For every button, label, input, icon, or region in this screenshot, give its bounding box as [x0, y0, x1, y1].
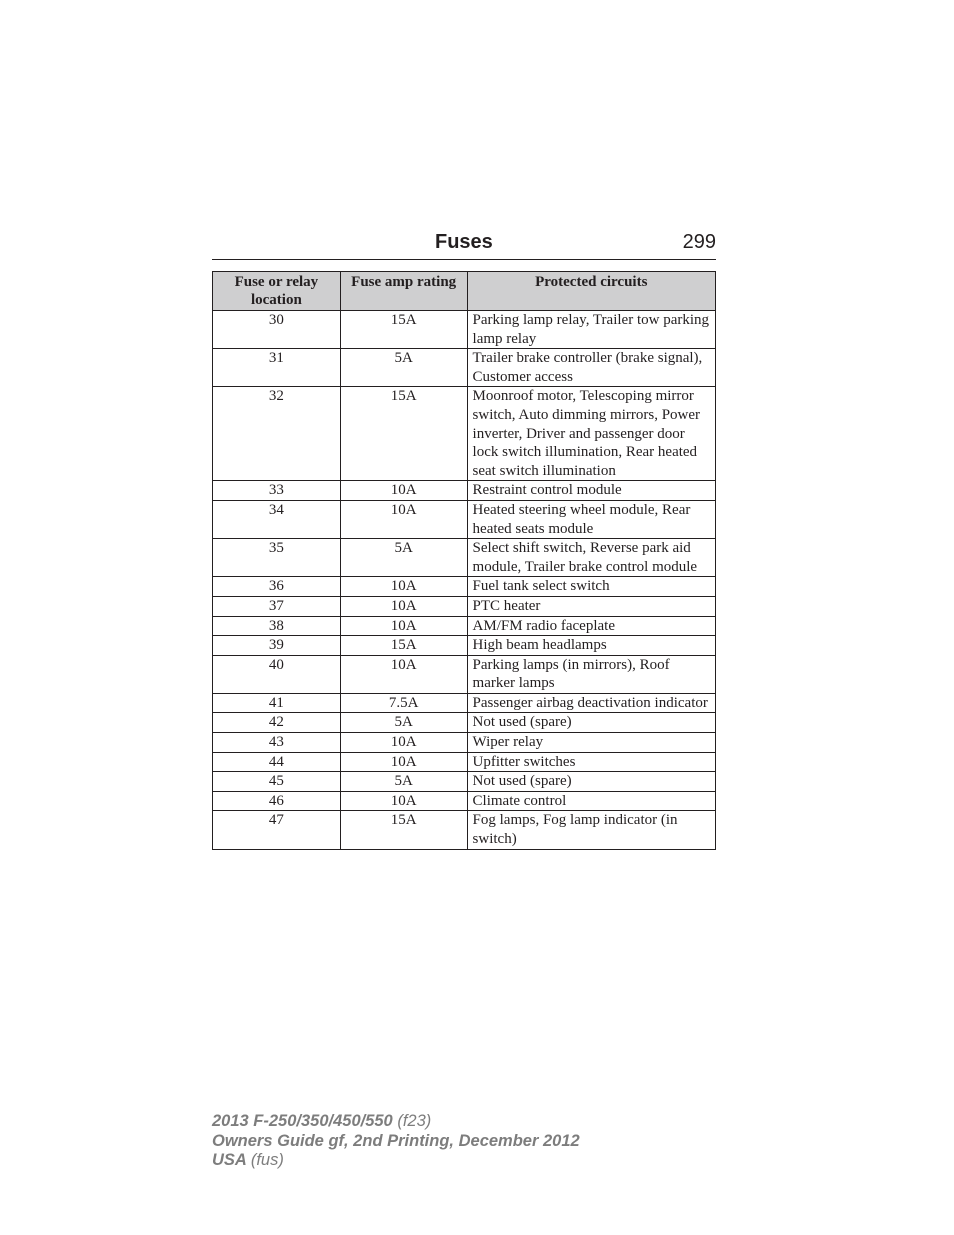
- protected-circuits: Not used (spare): [467, 713, 715, 733]
- column-header-location: Fuse or relay location: [213, 272, 341, 311]
- column-header-protected-circuits: Protected circuits: [467, 272, 715, 311]
- protected-circuits: Passenger airbag deactivation indicator: [467, 693, 715, 713]
- fuse-amp-rating: 7.5A: [340, 693, 467, 713]
- fuse-amp-rating: 15A: [340, 311, 467, 349]
- table-row: [213, 752, 716, 772]
- fuse-amp-rating: 10A: [340, 733, 467, 753]
- fuse-location: 35: [213, 539, 341, 577]
- protected-circuits: Wiper relay: [467, 733, 715, 753]
- protected-circuits: Upfitter switches: [467, 752, 715, 772]
- fuse-amp-rating: 5A: [340, 713, 467, 733]
- fuse-amp-rating: 10A: [340, 655, 467, 693]
- fuse-location: 33: [213, 481, 341, 501]
- fuse-location: 30: [213, 311, 341, 349]
- protected-circuits: Restraint control module: [467, 481, 715, 501]
- table-row: [213, 596, 716, 616]
- table-row: [213, 693, 716, 713]
- table-row: [213, 733, 716, 753]
- table-row: [213, 500, 716, 538]
- table-row: [213, 616, 716, 636]
- protected-circuits: Fog lamps, Fog lamp indicator (in switch): [467, 811, 715, 849]
- fuse-amp-rating: 15A: [340, 811, 467, 849]
- protected-circuits: Not used (spare): [467, 772, 715, 792]
- fuse-amp-rating: 10A: [340, 500, 467, 538]
- fuse-location: 37: [213, 596, 341, 616]
- fuse-location: 41: [213, 693, 341, 713]
- table-row: [213, 655, 716, 693]
- fuse-location: 39: [213, 636, 341, 656]
- fuse-amp-rating: 10A: [340, 752, 467, 772]
- table-row: [213, 311, 716, 349]
- page-footer: [212, 1112, 580, 1171]
- fuse-location: 46: [213, 791, 341, 811]
- protected-circuits: Parking lamp relay, Trailer tow parking lamp relay: [467, 311, 715, 349]
- fuse-amp-rating: 10A: [340, 616, 467, 636]
- section-title: Fuses: [435, 231, 493, 253]
- footer-line-market: [212, 1151, 580, 1171]
- footer-market: USA: [212, 1151, 247, 1169]
- fuse-location: 36: [213, 577, 341, 597]
- protected-circuits: High beam headlamps: [467, 636, 715, 656]
- fuse-location: 34: [213, 500, 341, 538]
- footer-line-edition: Owners Guide gf, 2nd Printing, December 2012: [212, 1131, 580, 1150]
- fuse-amp-rating: 15A: [340, 636, 467, 656]
- fuse-amp-rating: 10A: [340, 596, 467, 616]
- table-row: [213, 387, 716, 481]
- fuse-location: 43: [213, 733, 341, 753]
- table-row: [213, 349, 716, 387]
- fuse-table-body: [213, 311, 716, 850]
- fuse-location: 42: [213, 713, 341, 733]
- fuse-location: 47: [213, 811, 341, 849]
- table-row: [213, 539, 716, 577]
- fuse-location: 40: [213, 655, 341, 693]
- fuse-amp-rating: 10A: [340, 481, 467, 501]
- protected-circuits: Parking lamps (in mirrors), Roof marker lamps: [467, 655, 715, 693]
- table-row: [213, 772, 716, 792]
- fuse-location: 31: [213, 349, 341, 387]
- table-row: [213, 791, 716, 811]
- fuse-amp-rating: 5A: [340, 772, 467, 792]
- page-number: 299: [682, 231, 716, 253]
- table-row: [213, 636, 716, 656]
- protected-circuits: Climate control: [467, 791, 715, 811]
- table-row: [213, 811, 716, 849]
- protected-circuits: Fuel tank select switch: [467, 577, 715, 597]
- footer-model: 2013 F-250/350/450/550: [212, 1112, 393, 1130]
- protected-circuits: PTC heater: [467, 596, 715, 616]
- table-row: [213, 577, 716, 597]
- protected-circuits: Heated steering wheel module, Rear heated seats module: [467, 500, 715, 538]
- table-header-row: [213, 272, 716, 311]
- column-header-amp-rating: Fuse amp rating: [340, 272, 467, 311]
- footer-market-code: (fus): [250, 1151, 284, 1169]
- footer-line-model: [212, 1112, 580, 1132]
- fuse-location: 44: [213, 752, 341, 772]
- protected-circuits: Moonroof motor, Telescoping mirror switch, Auto dimming mirrors, Power inverter, Driver and passenger door lock switch illumination, Rear heated seat switch illumination: [467, 387, 715, 481]
- fuse-amp-rating: 10A: [340, 577, 467, 597]
- footer-model-code: (f23): [397, 1112, 432, 1130]
- fuse-amp-rating: 5A: [340, 349, 467, 387]
- fuse-location: 32: [213, 387, 341, 481]
- protected-circuits: Select shift switch, Reverse park aid module, Trailer brake control module: [467, 539, 715, 577]
- page-header: [212, 229, 716, 260]
- table-row: [213, 481, 716, 501]
- fuse-table: [212, 271, 716, 850]
- fuse-amp-rating: 10A: [340, 791, 467, 811]
- fuse-location: 38: [213, 616, 341, 636]
- protected-circuits: Trailer brake controller (brake signal), Customer access: [467, 349, 715, 387]
- table-row: [213, 713, 716, 733]
- fuse-location: 45: [213, 772, 341, 792]
- fuse-amp-rating: 15A: [340, 387, 467, 481]
- fuse-amp-rating: 5A: [340, 539, 467, 577]
- protected-circuits: AM/FM radio faceplate: [467, 616, 715, 636]
